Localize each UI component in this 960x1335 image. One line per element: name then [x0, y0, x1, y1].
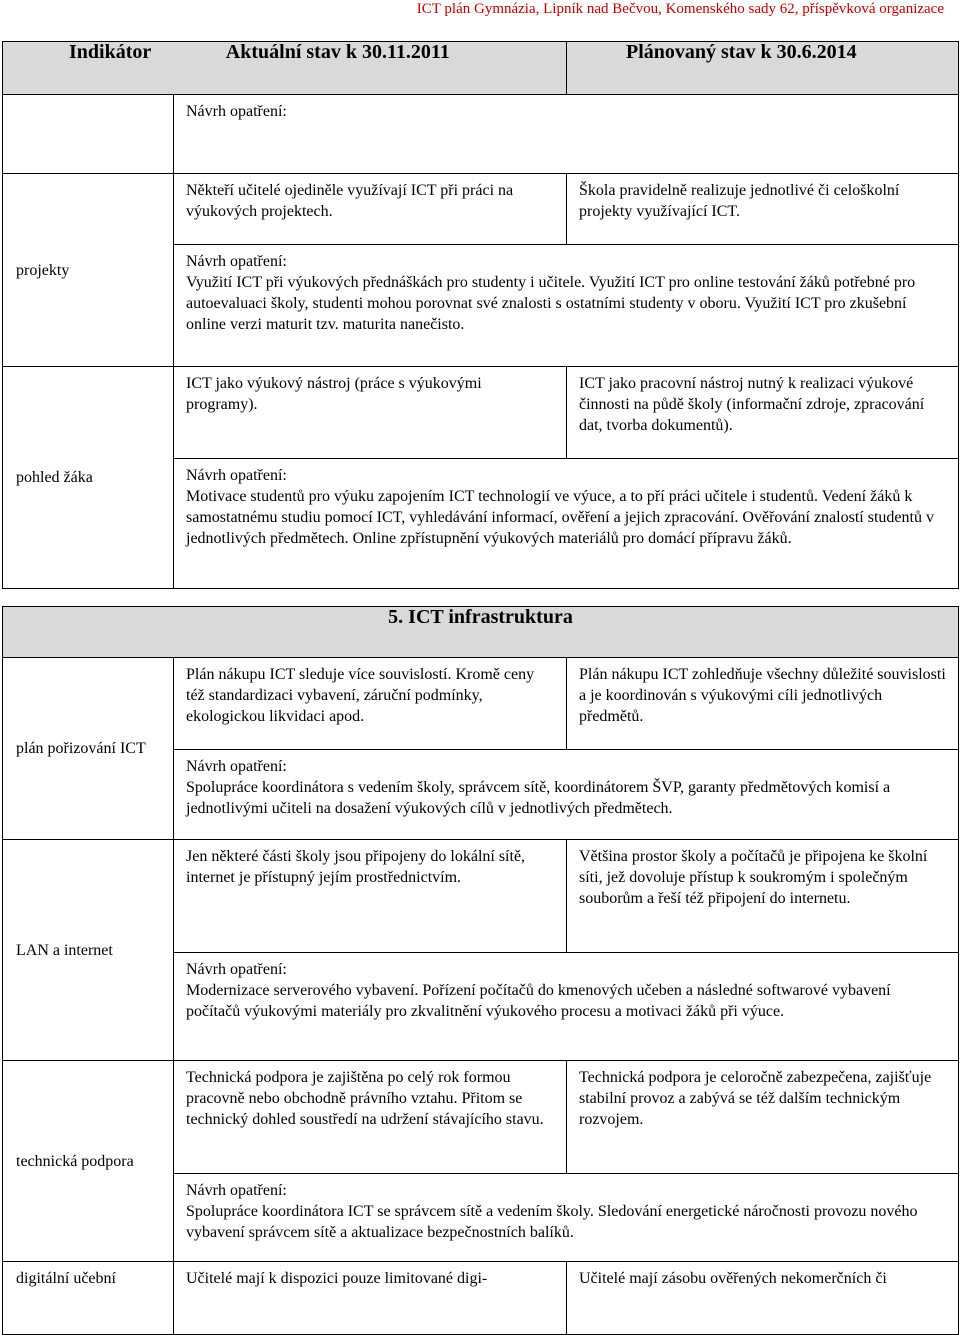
- table-row: [3, 1262, 959, 1335]
- document-header: ICT plán Gymnázia, Lipník nad Bečvou, Komenského sady 62, příspěvková organizace: [416, 1, 944, 17]
- note-label: Návrh opatření:: [186, 961, 287, 978]
- note-text: Spolupráce koordinátora s vedením školy, správcem sítě, koordinátorem ŠVP, garanty předmětových komisí a jednotlivými učiteli na dosažení výukových cílů v jednotlivých předmětech.: [186, 779, 891, 817]
- table-row: [3, 174, 959, 245]
- planned-cell: Většina prostor školy a počítačů je připojena ke školní síti, jež dovoluje přístup k soukromým i společným souborům a řeší též připojení do internetu.: [567, 840, 959, 953]
- row-label-pohled-zaka: pohled žáka: [3, 367, 174, 589]
- planned-cell: ICT jako pracovní nástroj nutný k realizaci výukové činnosti na půdě školy (informační zdroje, zpracování dat, tvorba dokumentů).: [567, 367, 959, 459]
- note-label: Návrh opatření:: [186, 1182, 287, 1199]
- planned-cell: Učitelé mají zásobu ověřených nekomerčních či: [567, 1262, 959, 1335]
- indicator-heading: Indikátor: [69, 41, 151, 63]
- current-cell: Jen některé části školy jsou připojeny do lokální sítě, internet je přístupný jejím prostřednictvím.: [174, 840, 567, 953]
- section-row: [3, 607, 959, 658]
- note-text: Spolupráce koordinátora ICT se správcem sítě a vedením školy. Sledování energetické náročnosti provozu nového vybavení správcem sítě a aktualizace bezpečnostních balíků.: [186, 1203, 918, 1241]
- ict-plan-table: [2, 41, 959, 1335]
- table-row: [3, 95, 959, 174]
- planned-cell: Plán nákupu ICT zohledňuje všechny důležité souvislosti a je koordinován s výukovými cíli jednotlivých předmětů.: [567, 658, 959, 750]
- planned-cell: Technická podpora je celoročně zabezpečena, zajišťuje stabilní provoz a zabývá se též dalším technickým rozvojem.: [567, 1061, 959, 1174]
- row-label-lan-internet: LAN a internet: [3, 840, 174, 1061]
- spacer-row: [3, 589, 959, 607]
- current-state-heading: Aktuální stav k 30.11.2011: [225, 41, 450, 63]
- section-title: 5. ICT infrastruktura: [3, 607, 959, 658]
- note-label: Návrh opatření:: [186, 467, 287, 484]
- row-label-digitalni-ucebni: digitální učební: [3, 1262, 174, 1335]
- current-cell: ICT jako výukový nástroj (práce s výukovými programy).: [174, 367, 567, 459]
- note-text: Modernizace serverového vybavení. Pořízení počítačů do kmenových učeben a následné softwarové vybavení počítačů výukovými materiály pro zkvalitnění výukového procesu a motivaci žáků při výuce.: [186, 982, 891, 1020]
- note-cell: [174, 750, 959, 840]
- current-cell: Někteří učitelé ojediněle využívají ICT při práci na výukových projektech.: [174, 174, 567, 245]
- table-row: [3, 1061, 959, 1174]
- planned-cell: Škola pravidelně realizuje jednotlivé či celoškolní projekty využívající ICT.: [567, 174, 959, 245]
- note-text: Využití ICT při výukových přednáškách pro studenty i učitele. Využití ICT pro online testování žáků potřebné pro autoevaluaci školy, studenti mohou porovnat své znalosti s ostatními studenty v oboru. Využití ICT pro zkušební online verzi maturit tzv. maturita nanečisto.: [186, 274, 916, 333]
- note-label: Návrh opatření:: [186, 758, 287, 775]
- current-cell: Plán nákupu ICT sleduje více souvislostí. Kromě ceny též standardizaci vybavení, záruční podmínky, ekologickou likvidaci apod.: [174, 658, 567, 750]
- current-cell: Učitelé mají k dispozici pouze limitované digi-: [174, 1262, 567, 1335]
- note-cell: [174, 1174, 959, 1262]
- note-label: Návrh opatření:: [186, 103, 287, 120]
- row-label-projekty: projekty: [3, 174, 174, 367]
- row-label-empty: [3, 95, 174, 174]
- table-row: [3, 658, 959, 750]
- table-header-left: [3, 42, 567, 95]
- row-label-plan-porizovani: plán pořizování ICT: [3, 658, 174, 840]
- table-row: [3, 367, 959, 459]
- note-cell: [174, 953, 959, 1061]
- note-label: Návrh opatření:: [186, 253, 287, 270]
- table-row: [3, 840, 959, 953]
- row-label-technicka-podpora: technická podpora: [3, 1061, 174, 1262]
- current-cell: Technická podpora je zajištěna po celý rok formou pracovně nebo obchodně právního vztahu. Přitom se technický dohled soustředí na udržení stávajícího stavu.: [174, 1061, 567, 1174]
- note-cell: [174, 245, 959, 367]
- spacer-cell: [3, 589, 959, 607]
- planned-state-heading: Plánovaný stav k 30.6.2014: [567, 42, 959, 95]
- table-header-row: [3, 42, 959, 95]
- note-cell: [174, 95, 959, 174]
- note-cell: [174, 459, 959, 589]
- note-text: Motivace studentů pro výuku zapojením ICT technologií ve výuce, a to pří práci učitele i studentů. Vedení žáků k samostatnému studiu pomocí ICT, vyhledávání informací, ověření a jejich zpracování. Ověřování znalostí studentů v jednotlivých předmětech. Online zpřístupnění výukových materiálů pro domácí přípravu žáků.: [186, 488, 934, 547]
